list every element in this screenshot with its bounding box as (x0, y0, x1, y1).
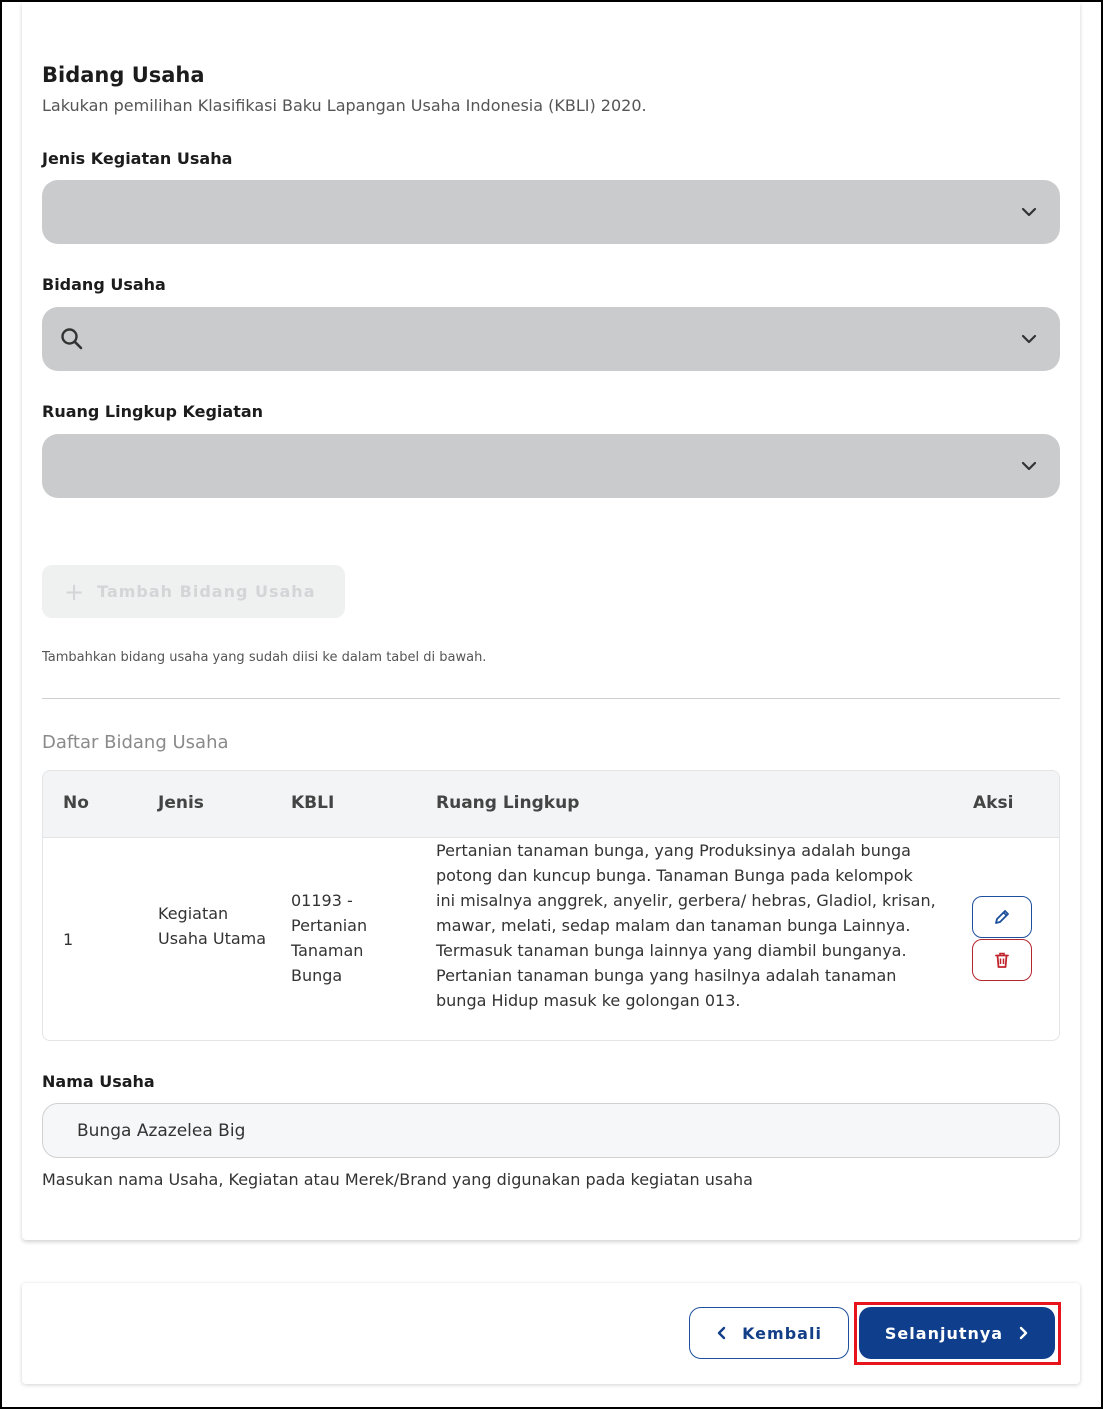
header-ruang-lingkup: Ruang Lingkup (436, 793, 580, 813)
jenis-kegiatan-select[interactable] (42, 180, 1060, 244)
cell-jenis: Kegiatan Usaha Utama (158, 904, 267, 948)
chevron-down-icon (1020, 203, 1038, 221)
next-button-label: Selanjutnya (884, 1323, 1004, 1343)
bidang-usaha-table (42, 770, 1060, 1041)
nama-usaha-label: Nama Usaha (42, 1072, 155, 1091)
header-aksi: Aksi (973, 793, 1014, 813)
nama-usaha-input[interactable] (42, 1103, 1060, 1158)
chevron-down-icon (1020, 330, 1038, 348)
cell-no: 1 (63, 930, 74, 949)
header-kbli: KBLI (291, 793, 335, 813)
cell-kbli: 01193 - Pertanian Tanaman Bunga (291, 891, 368, 985)
trash-icon (993, 951, 1011, 969)
add-bidang-usaha-label: Tambah Bidang Usaha (97, 582, 316, 601)
bidang-usaha-select[interactable] (42, 307, 1060, 371)
back-button[interactable] (689, 1307, 849, 1359)
header-jenis: Jenis (158, 793, 204, 813)
jenis-kegiatan-label: Jenis Kegiatan Usaha (42, 149, 233, 168)
plus-icon: + (64, 577, 86, 606)
add-hint: Tambahkan bidang usaha yang sudah diisi ke dalam tabel di bawah. (42, 650, 487, 665)
section-subtitle: Lakukan pemilihan Klasifikasi Baku Lapangan Usaha Indonesia (KBLI) 2020. (42, 96, 647, 115)
list-title: Daftar Bidang Usaha (42, 732, 229, 753)
header-no: No (63, 793, 89, 813)
search-icon (59, 326, 85, 352)
edit-button[interactable] (972, 896, 1032, 938)
chevron-right-icon (1017, 1326, 1029, 1340)
chevron-down-icon (1020, 457, 1038, 475)
ruang-lingkup-label: Ruang Lingkup Kegiatan (42, 402, 264, 421)
divider (42, 698, 1060, 699)
bidang-usaha-card (22, 2, 1080, 1240)
nama-usaha-help: Masukan nama Usaha, Kegiatan atau Merek/Brand yang digunakan pada kegiatan usaha (42, 1170, 753, 1189)
cell-ruang-lingkup: Pertanian tanaman bunga, yang Produksinya adalah bunga potong dan kuncup bunga. Tanaman Bunga pada kelompok ini misalnya anggrek, anyelir, gerbera/ hebras, Gladiol, krisan, mawar, melati, sedap malam dan tanaman bunga Lainnya. Termasuk tanaman bunga lainnya yang diambil bunganya. Pertanian tanaman bunga yang hasilnya adalah tanaman bunga Hidup masuk ke golongan 013. (436, 841, 936, 1010)
pencil-icon (993, 908, 1011, 926)
add-bidang-usaha-button[interactable] (42, 565, 345, 618)
table-header (43, 771, 1059, 838)
chevron-left-icon (716, 1326, 728, 1340)
next-button[interactable] (859, 1307, 1055, 1359)
bidang-usaha-label: Bidang Usaha (42, 275, 166, 294)
navigation-footer (22, 1283, 1080, 1384)
ruang-lingkup-select[interactable] (42, 434, 1060, 498)
section-title: Bidang Usaha (42, 63, 205, 87)
delete-button[interactable] (972, 939, 1032, 981)
back-button-label: Kembali (742, 1323, 822, 1343)
